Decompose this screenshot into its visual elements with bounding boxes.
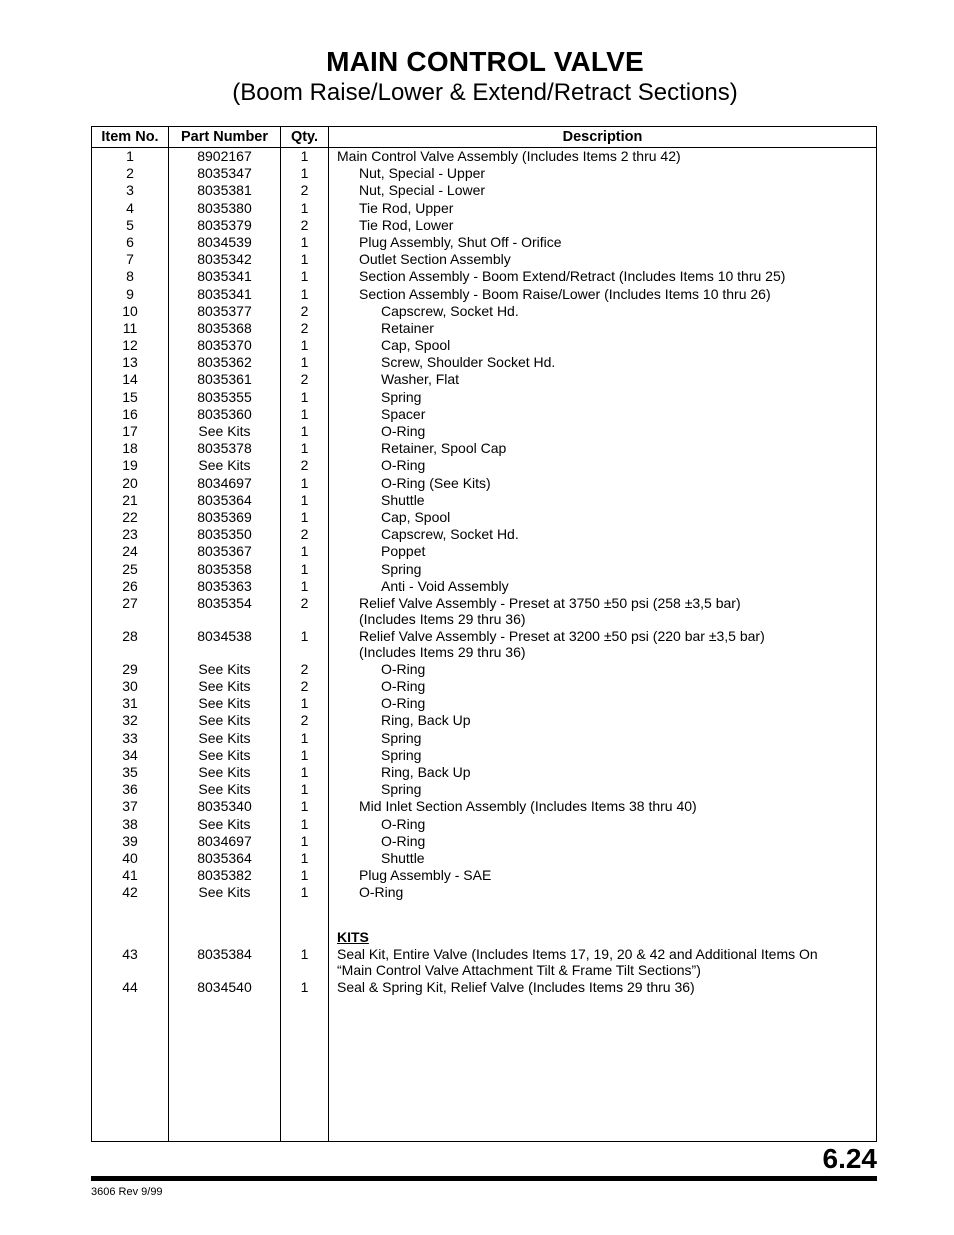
description-line: Capscrew, Socket Hd. (381, 302, 519, 319)
table-row (92, 148, 876, 165)
description (337, 781, 911, 798)
description-line-2: (Includes Items 29 thru 36) (359, 611, 526, 628)
quantity: 1 (300, 849, 309, 866)
header-part-number: Part Number (180, 129, 269, 145)
part-number: 8035368 (197, 319, 252, 336)
part-number: See Kits (198, 746, 251, 763)
table-row (92, 816, 876, 833)
description (337, 406, 911, 423)
description-line: Cap, Spool (381, 337, 451, 354)
item-number: 35 (122, 764, 138, 780)
item-number: 2 (126, 165, 134, 182)
table-row (92, 320, 876, 337)
table-row (92, 526, 876, 543)
item-number: 11 (122, 319, 138, 336)
table-row (92, 286, 876, 303)
part-number: 8035380 (197, 199, 252, 216)
description-line: Seal Kit, Entire Valve (Includes Items 17, 19, 20 & 42 and Additional Items On (337, 945, 818, 962)
description-line: Nut, Special - Lower (359, 182, 486, 199)
description (337, 730, 911, 747)
part-number: See Kits (198, 764, 251, 780)
quantity: 2 (300, 678, 309, 695)
part-number: 8035364 (197, 491, 252, 508)
item-number: 20 (122, 474, 138, 491)
description-line: Retainer, Spool Cap (381, 440, 507, 457)
item-number: 42 (122, 884, 138, 901)
description (337, 217, 889, 234)
description-line: Poppet (381, 543, 426, 560)
description (337, 509, 911, 526)
description (337, 561, 911, 578)
quantity: 1 (300, 199, 309, 216)
quantity: 2 (300, 526, 309, 543)
description-line: Mid Inlet Section Assembly (Includes Items 38 thru 40) (359, 798, 697, 815)
description-line: Ring, Back Up (381, 712, 471, 729)
part-number: 8035350 (197, 526, 252, 543)
description (337, 440, 911, 457)
table-row (92, 850, 876, 867)
quantity: 1 (300, 815, 309, 832)
item-number: 18 (122, 440, 138, 457)
description (337, 337, 911, 354)
description-line: Seal & Spring Kit, Relief Valve (Includes Items 29 thru 36) (337, 978, 695, 995)
item-number: 15 (122, 388, 138, 405)
description (337, 833, 911, 850)
part-number: See Kits (198, 695, 251, 712)
description-line: Relief Valve Assembly - Preset at 3750 ±50 psi (258 ±3,5 bar) (359, 594, 741, 611)
description (337, 850, 911, 867)
table-row (92, 764, 876, 781)
quantity: 1 (300, 388, 309, 405)
description (337, 148, 867, 165)
quantity: 1 (300, 945, 309, 962)
description (337, 526, 911, 543)
table-row (92, 268, 876, 285)
table-row (92, 561, 876, 578)
item-number: 13 (122, 354, 138, 371)
description-line: Spring (381, 729, 422, 746)
table-row (92, 661, 876, 678)
description (337, 628, 889, 661)
part-number: 8034697 (197, 832, 252, 849)
item-number: 4 (126, 199, 134, 216)
table-row (92, 492, 876, 509)
quantity: 1 (300, 577, 309, 594)
item-number: 14 (122, 371, 138, 388)
spacer (92, 902, 876, 929)
table-row (92, 595, 876, 628)
quantity: 1 (300, 508, 309, 525)
description (337, 286, 889, 303)
item-number: 27 (122, 594, 138, 611)
table-row (92, 867, 876, 884)
item-number: 36 (122, 781, 138, 798)
table-body (92, 148, 876, 996)
item-number: 19 (122, 457, 138, 474)
table-row (92, 217, 876, 234)
header-qty: Qty. (290, 129, 319, 145)
quantity: 1 (300, 978, 309, 995)
part-number: 8035378 (197, 440, 252, 457)
quantity: 1 (300, 832, 309, 849)
quantity: 1 (300, 560, 309, 577)
item-number: 21 (122, 491, 138, 508)
description (337, 423, 911, 440)
part-number: 8035341 (197, 268, 252, 285)
description-line: O-Ring (381, 457, 426, 474)
table-row (92, 337, 876, 354)
description-line: Washer, Flat (381, 371, 460, 388)
quantity: 2 (300, 302, 309, 319)
description (337, 475, 911, 492)
table-row (92, 234, 876, 251)
description (337, 678, 911, 695)
description (337, 354, 911, 371)
table-row (92, 543, 876, 560)
description-line: O-Ring (381, 423, 426, 439)
header-description: Description (562, 129, 643, 145)
part-number: 8035370 (197, 337, 252, 354)
item-number: 41 (122, 867, 138, 884)
quantity: 1 (300, 798, 309, 815)
part-number: 8035354 (197, 594, 252, 611)
quantity: 1 (300, 867, 309, 884)
description-line: Outlet Section Assembly (359, 251, 511, 268)
quantity: 1 (300, 423, 309, 439)
table-row (92, 251, 876, 268)
quantity: 2 (300, 371, 309, 388)
description-line: O-Ring (See Kits) (381, 474, 491, 491)
part-number: See Kits (198, 678, 251, 695)
description-line: Spring (381, 781, 422, 798)
description (337, 303, 911, 320)
quantity: 1 (300, 233, 309, 250)
table-row (92, 475, 876, 492)
quantity: 1 (300, 440, 309, 457)
table-row (92, 182, 876, 199)
description-line: Spring (381, 560, 422, 577)
item-number: 25 (122, 560, 138, 577)
quantity: 1 (300, 729, 309, 746)
table-row (92, 303, 876, 320)
description-line: Spring (381, 388, 422, 405)
part-number: 8035358 (197, 560, 252, 577)
item-number: 37 (122, 798, 138, 815)
part-number: 8035382 (197, 867, 252, 884)
table-row (92, 423, 876, 440)
description-line: Screw, Shoulder Socket Hd. (381, 354, 556, 371)
description-line: O-Ring (381, 832, 426, 849)
part-number: 8035340 (197, 798, 252, 815)
item-number: 34 (122, 746, 138, 763)
table-row (92, 354, 876, 371)
description-line: O-Ring (381, 678, 426, 695)
table-row (92, 678, 876, 695)
table-row (92, 165, 876, 182)
item-number: 8 (126, 268, 134, 285)
item-number: 40 (122, 849, 138, 866)
footer-rule (91, 1176, 877, 1181)
item-number: 17 (122, 423, 138, 439)
description (337, 816, 911, 833)
description (337, 251, 889, 268)
description (337, 182, 889, 199)
description (337, 578, 911, 595)
page-title: MAIN CONTROL VALVE (326, 46, 644, 77)
parts-table (91, 126, 877, 1142)
quantity: 2 (300, 319, 309, 336)
description-line: O-Ring (359, 884, 404, 901)
part-number: 8034539 (197, 233, 252, 250)
description (337, 371, 911, 388)
description (337, 200, 889, 217)
header-item-no: Item No. (101, 129, 159, 145)
description-line: O-Ring (381, 695, 426, 712)
description-line: Shuttle (381, 849, 425, 866)
description-line: Plug Assembly - SAE (359, 867, 492, 884)
part-number: 8035381 (197, 182, 252, 199)
description-line: Retainer (381, 319, 434, 336)
quantity: 1 (300, 251, 309, 268)
table-row (92, 389, 876, 406)
description (337, 595, 889, 628)
description-line: O-Ring (381, 815, 426, 832)
part-number: See Kits (198, 729, 251, 746)
description (337, 747, 911, 764)
description (337, 492, 911, 509)
part-number: 8034697 (197, 474, 252, 491)
table-row (92, 509, 876, 526)
description (337, 543, 911, 560)
quantity: 1 (300, 354, 309, 371)
part-number: 8035355 (197, 388, 252, 405)
table-row (92, 798, 876, 815)
part-number: 8035362 (197, 354, 252, 371)
quantity: 1 (300, 405, 309, 422)
quantity: 1 (300, 543, 309, 560)
description-line: Capscrew, Socket Hd. (381, 526, 519, 543)
description (337, 867, 889, 884)
item-number: 30 (122, 678, 138, 695)
part-number: 8035369 (197, 508, 252, 525)
table-row (92, 578, 876, 595)
description-line: Section Assembly - Boom Raise/Lower (Includes Items 10 thru 26) (359, 285, 771, 302)
item-number: 3 (126, 182, 134, 199)
description (337, 712, 911, 729)
part-number: 8035341 (197, 285, 252, 302)
quantity: 1 (300, 285, 309, 302)
quantity: 1 (300, 474, 309, 491)
item-number: 23 (122, 526, 138, 543)
part-number: See Kits (198, 660, 251, 677)
item-number: 29 (122, 660, 138, 677)
item-number: 28 (122, 627, 138, 644)
quantity: 1 (300, 148, 309, 164)
description-line: Spring (381, 746, 422, 763)
footer-doc-info: 3606 Rev 9/99 (91, 1186, 163, 1198)
table-row (92, 747, 876, 764)
description (337, 946, 867, 979)
part-number: 8034540 (197, 978, 252, 995)
part-number: 8035360 (197, 405, 252, 422)
table-row (92, 730, 876, 747)
description (337, 695, 911, 712)
description (337, 457, 911, 474)
description-line: Main Control Valve Assembly (Includes Items 2 thru 42) (337, 148, 681, 164)
quantity: 1 (300, 627, 309, 644)
table-row (92, 712, 876, 729)
description-line: Relief Valve Assembly - Preset at 3200 ±50 psi (220 bar ±3,5 bar) (359, 627, 765, 644)
table-row (92, 457, 876, 474)
description (337, 268, 889, 285)
description-line: O-Ring (381, 660, 426, 677)
part-number: 8035363 (197, 577, 252, 594)
part-number: 8035364 (197, 849, 252, 866)
part-number: 8035367 (197, 543, 252, 560)
description-line: Shuttle (381, 491, 425, 508)
table-row (92, 406, 876, 423)
table-row (92, 781, 876, 798)
quantity: 1 (300, 746, 309, 763)
item-number: 33 (122, 729, 138, 746)
item-number: 22 (122, 508, 138, 525)
table-row (92, 371, 876, 388)
description-line: Anti - Void Assembly (381, 577, 509, 594)
page-subtitle: (Boom Raise/Lower & Extend/Retract Sections) (232, 79, 738, 106)
page-number: 6.24 (822, 1143, 877, 1174)
table-row (92, 628, 876, 661)
item-number: 5 (126, 216, 134, 233)
item-number: 26 (122, 577, 138, 594)
item-number: 24 (122, 543, 138, 560)
item-number: 1 (126, 148, 134, 164)
item-number: 6 (126, 233, 134, 250)
item-number: 12 (122, 337, 138, 354)
table-row (92, 440, 876, 457)
item-number: 9 (126, 285, 134, 302)
item-number: 39 (122, 832, 138, 849)
part-number: 8034538 (197, 627, 252, 644)
part-number: 8035379 (197, 216, 252, 233)
description-line: Nut, Special - Upper (359, 165, 486, 182)
description-line: Section Assembly - Boom Extend/Retract (Includes Items 10 thru 25) (359, 268, 786, 285)
item-number: 31 (122, 695, 138, 712)
kits-heading: KITS (337, 928, 369, 945)
quantity: 1 (300, 268, 309, 285)
quantity: 2 (300, 660, 309, 677)
table-row (92, 979, 876, 996)
quantity: 2 (300, 216, 309, 233)
kits-heading-row (92, 929, 876, 946)
part-number: See Kits (198, 781, 251, 798)
description (337, 798, 889, 815)
item-number: 10 (122, 302, 138, 319)
part-number: See Kits (198, 815, 251, 832)
part-number: 8035361 (197, 371, 252, 388)
item-number: 32 (122, 712, 138, 729)
part-number: See Kits (198, 884, 251, 901)
quantity: 1 (300, 695, 309, 712)
part-number: 8035347 (197, 165, 252, 182)
description-line-2: (Includes Items 29 thru 36) (359, 644, 526, 661)
quantity: 1 (300, 764, 309, 780)
part-number: See Kits (198, 457, 251, 474)
description-line-2: “Main Control Valve Attachment Tilt & Frame Tilt Sections”) (337, 962, 701, 979)
description (337, 165, 889, 182)
part-number: 8035342 (197, 251, 252, 268)
description-line: Spacer (381, 405, 426, 422)
description (337, 320, 911, 337)
description (337, 389, 911, 406)
part-number: 8902167 (197, 148, 252, 164)
quantity: 2 (300, 457, 309, 474)
part-number: 8035384 (197, 945, 252, 962)
quantity: 2 (300, 712, 309, 729)
quantity: 1 (300, 884, 309, 901)
part-number: See Kits (198, 712, 251, 729)
description-line: Tie Rod, Upper (359, 199, 454, 216)
item-number: 7 (126, 251, 134, 268)
description-line: Plug Assembly, Shut Off - Orifice (359, 233, 562, 250)
quantity: 1 (300, 165, 309, 182)
quantity: 2 (300, 594, 309, 611)
item-number: 43 (122, 945, 138, 962)
description (337, 884, 889, 901)
table-row (92, 695, 876, 712)
part-number: 8035377 (197, 302, 252, 319)
description (337, 979, 867, 996)
table-row (92, 884, 876, 901)
description (337, 661, 911, 678)
quantity: 1 (300, 337, 309, 354)
item-number: 16 (122, 405, 138, 422)
table-row (92, 200, 876, 217)
quantity: 1 (300, 781, 309, 798)
description (337, 764, 911, 781)
description-line: Cap, Spool (381, 508, 451, 525)
description-line: Ring, Back Up (381, 764, 471, 780)
description-line: Tie Rod, Lower (359, 216, 454, 233)
quantity: 1 (300, 491, 309, 508)
part-number: See Kits (198, 423, 251, 439)
description (337, 234, 889, 251)
table-row (92, 946, 876, 979)
item-number: 38 (122, 815, 138, 832)
table-row (92, 833, 876, 850)
quantity: 2 (300, 182, 309, 199)
item-number: 44 (122, 978, 138, 995)
